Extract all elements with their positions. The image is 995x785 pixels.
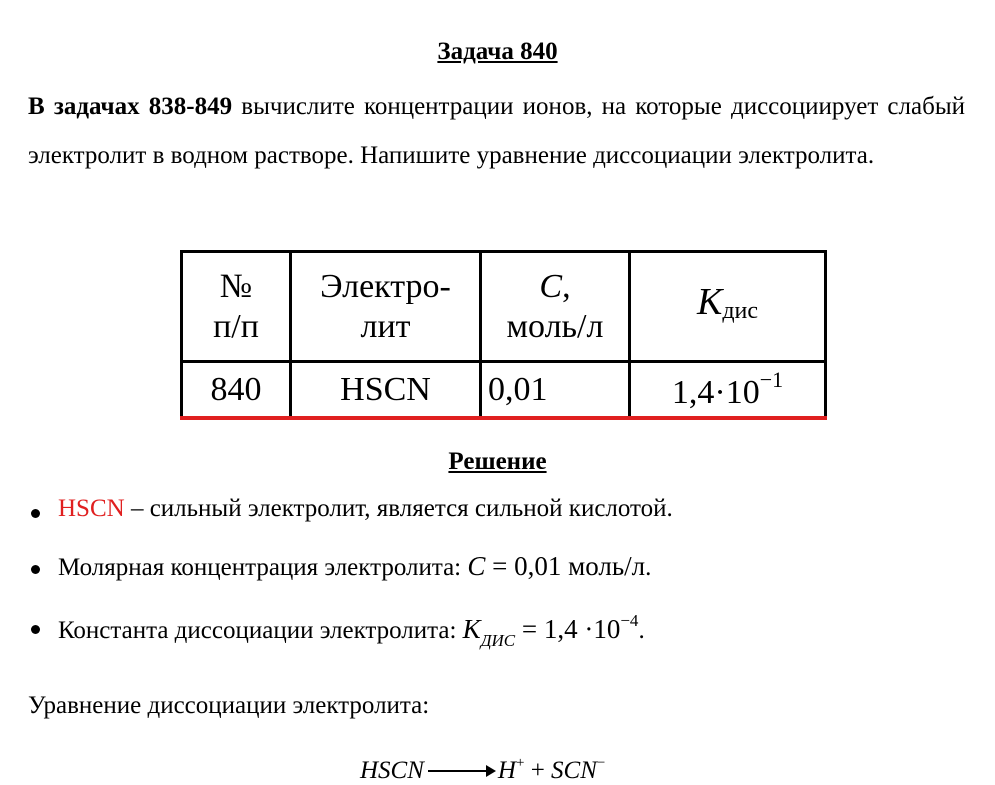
cell-concentration	[481, 362, 630, 419]
bullet3-end: .	[638, 617, 645, 644]
cell-concentration-value: 0,01	[488, 370, 548, 408]
bullet2-text: Молярная концентрация электролита:	[58, 554, 468, 581]
equation-product2-charge: −	[596, 755, 606, 771]
header-conc-unit: моль/л	[506, 307, 604, 345]
list-item	[28, 611, 673, 671]
cell-kdis-exp: −1	[759, 367, 784, 392]
bullet1-text: – сильный электролит, является сильной кислотой.	[124, 495, 673, 522]
kdis-symbol: K	[462, 614, 481, 644]
header-kdis-sub: дис	[722, 298, 759, 324]
equation-reactant: HSCN	[360, 757, 424, 784]
reaction-arrow-icon	[428, 770, 494, 772]
kdis-value: = 1,4 ·10	[515, 614, 621, 644]
task-intro	[28, 82, 965, 180]
header-electrolyte-line2: лит	[360, 307, 411, 345]
task-table	[180, 250, 827, 420]
equation-product1: H	[497, 757, 516, 784]
cell-number: 840	[182, 362, 291, 419]
kdis-formula	[462, 611, 639, 650]
header-concentration	[481, 252, 630, 362]
header-number-line2: п/п	[213, 307, 259, 345]
dissociation-equation	[360, 755, 605, 785]
task-title: Задача 840	[437, 38, 558, 65]
list-item	[28, 495, 673, 551]
header-conc-symbol: C	[539, 267, 563, 305]
bullet2-end: .	[645, 554, 652, 581]
solution-list	[28, 495, 673, 671]
cell-kdis	[630, 362, 826, 419]
header-electrolyte-line1: Электро-	[320, 267, 451, 305]
equation-product1-charge: +	[515, 755, 525, 771]
equation-label: Уравнение диссоциации электролита:	[28, 692, 430, 719]
header-kdis-symbol: K	[696, 281, 723, 323]
table-row	[182, 362, 826, 419]
equation-plus: +	[524, 757, 552, 784]
cell-kdis-base: 1,4·10	[671, 374, 760, 411]
concentration-formula	[467, 551, 645, 581]
header-number-line1: №	[219, 267, 253, 305]
concentration-symbol: C	[467, 551, 486, 581]
table-header-row	[182, 252, 826, 362]
header-kdis	[630, 252, 826, 362]
intro-bold-lead: В задачах 838-849	[28, 93, 233, 120]
cell-electrolyte: HSCN	[291, 362, 481, 419]
electrolyte-formula: HSCN	[58, 495, 125, 522]
intro-text: вычислите концентрации ионов, на которые диссоциирует слабый электролит в водном растворе. Напишите уравнение диссоциации электролита.	[28, 93, 965, 169]
equation-product2: SCN	[551, 757, 597, 784]
concentration-value: = 0,01 моль/л	[485, 551, 646, 581]
kdis-exponent: −4	[620, 611, 639, 630]
bullet3-text: Константа диссоциации электролита:	[58, 617, 463, 644]
list-item	[28, 551, 673, 611]
solution-heading: Решение	[448, 448, 547, 475]
header-electrolyte	[291, 252, 481, 362]
header-conc-comma: ,	[562, 267, 571, 305]
header-number	[182, 252, 291, 362]
kdis-subscript: ДИС	[480, 631, 516, 650]
